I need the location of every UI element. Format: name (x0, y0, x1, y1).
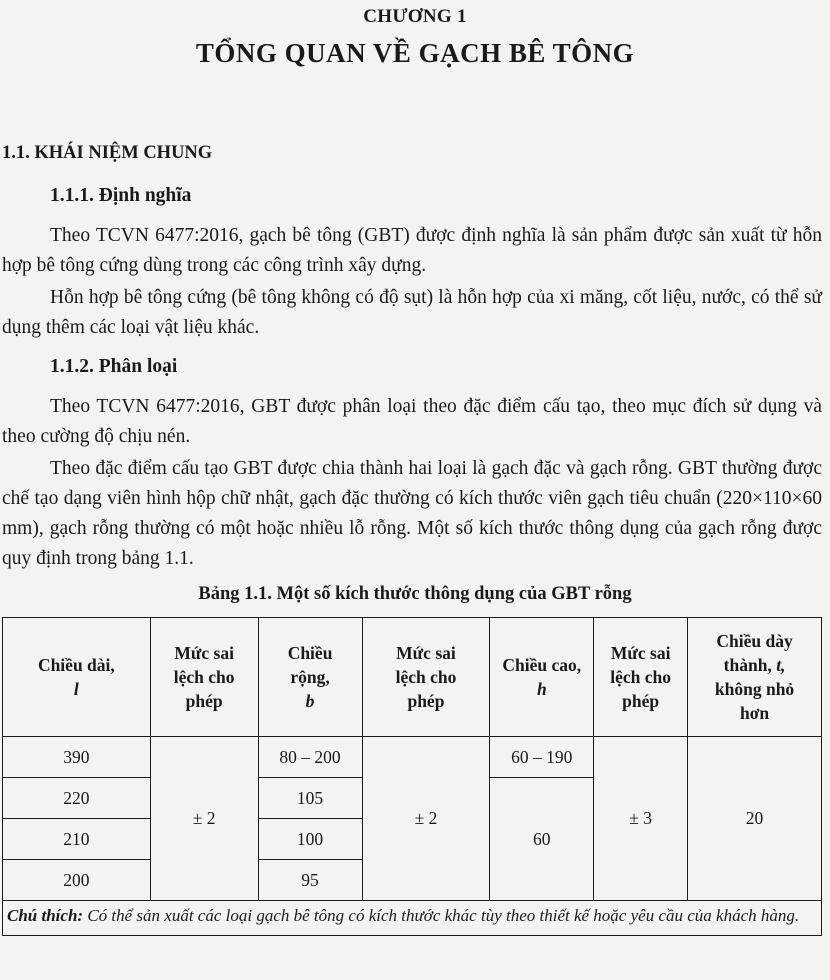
header-width-tolerance: Mức sai lệch cho phép (362, 618, 490, 737)
paragraph-definition-1: Theo TCVN 6477:2016, gạch bê tông (GBT) được định nghĩa là sản phẩm được sản xuất từ hỗn hợp bê tông cứng dùng trong các công trình xây dựng. (2, 225, 822, 276)
table-row (3, 737, 822, 778)
section-heading: 1.1. KHÁI NIỆM CHUNG (2, 143, 213, 163)
table-note (3, 901, 822, 936)
cell-width-tolerance: ± 2 (362, 737, 490, 901)
cell-width: 95 (258, 860, 362, 901)
table-caption: Bảng 1.1. Một số kích thước thông dụng của GBT rỗng (198, 584, 632, 604)
header-height: Chiều cao, h (490, 618, 594, 737)
header-length: Chiều dài, l (3, 618, 151, 737)
cell-width: 100 (258, 819, 362, 860)
paragraph-definition-2: Hỗn hợp bê tông cứng (bê tông không có độ sụt) là hỗn hợp của xi măng, cốt liệu, nước, có thể sử dụng thêm các loại vật liệu khác. (2, 287, 822, 338)
paragraph-classification-1: Theo TCVN 6477:2016, GBT được phân loại theo đặc điểm cấu tạo, theo mục đích sử dụng và theo cường độ chịu nén. (2, 396, 822, 447)
cell-length: 200 (3, 860, 151, 901)
table-header-row (3, 618, 822, 737)
subsection-heading-classification: 1.1.2. Phân loại (50, 356, 178, 377)
note-label: Chú thích: (7, 906, 84, 925)
cell-length: 210 (3, 819, 151, 860)
header-height-tolerance: Mức sai lệch cho phép (594, 618, 688, 737)
paragraph-classification-2: Theo đặc điểm cấu tạo GBT được chia thành hai loại là gạch đặc và gạch rỗng. GBT thường được chế tạo dạng viên hình hộp chữ nhật, gạch đặc thường có kích thước viên gạch tiêu chuẩn (220×110×60 mm), gạch rỗng thường có một hoặc nhiều lỗ rỗng. Một số kích thước thông dụng của gạch rỗng được quy định trong bảng 1.1. (2, 458, 822, 569)
subsection-heading-definition: 1.1.1. Định nghĩa (50, 185, 192, 206)
chapter-number: CHƯƠNG 1 (363, 6, 467, 27)
cell-width: 80 – 200 (258, 737, 362, 778)
note-text: Có thể sản xuất các loại gạch bê tông có kích thước khác tùy theo thiết kế hoặc yêu cầu của khách hàng. (83, 906, 800, 925)
cell-height-tolerance: ± 3 (594, 737, 688, 901)
cell-wall-thickness: 20 (688, 737, 822, 901)
dimension-table (2, 617, 822, 936)
header-wall-thickness: Chiều dày thành, t, không nhỏ hơn (688, 618, 822, 737)
header-width: Chiều rộng, b (258, 618, 362, 737)
table-note-row (3, 901, 822, 936)
chapter-title: TỔNG QUAN VỀ GẠCH BÊ TÔNG (195, 38, 635, 68)
cell-length-tolerance: ± 2 (150, 737, 258, 901)
cell-width: 105 (258, 778, 362, 819)
cell-height: 60 – 190 (490, 737, 594, 778)
cell-length: 390 (3, 737, 151, 778)
header-length-tolerance: Mức sai lệch cho phép (150, 618, 258, 737)
cell-height: 60 (490, 778, 594, 901)
cell-length: 220 (3, 778, 151, 819)
